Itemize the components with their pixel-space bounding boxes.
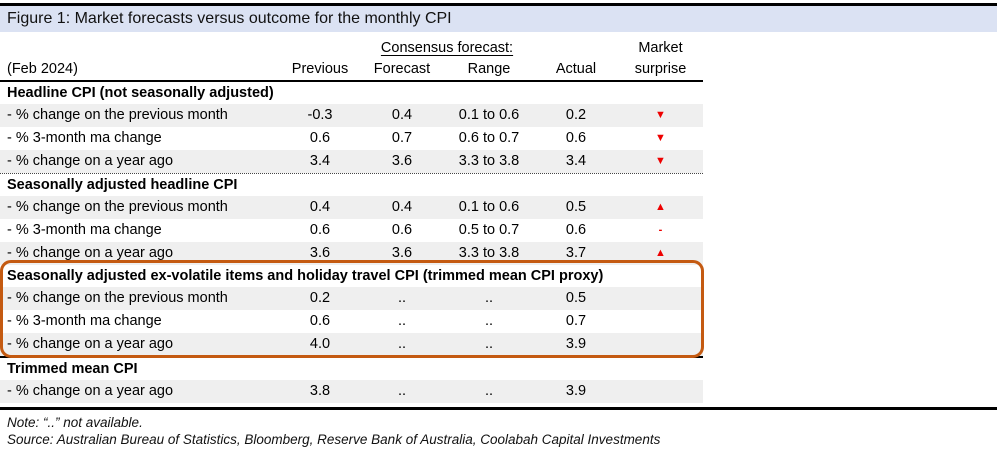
cell-previous: 4.0 [309, 336, 331, 352]
table-row [0, 219, 703, 242]
col-header-actual: Actual [555, 61, 597, 77]
cell-actual: 3.9 [565, 383, 587, 399]
table-row [0, 287, 703, 310]
cell-forecast: 3.6 [391, 245, 413, 261]
table-row [0, 127, 703, 150]
col-header-previous: Previous [291, 61, 349, 77]
date-label: (Feb 2024) [7, 61, 78, 77]
cell-actual: 0.5 [565, 199, 587, 215]
row-label: - % change on a year ago [7, 336, 174, 352]
table-row [0, 380, 703, 403]
row-label: - % change on the previous month [7, 107, 228, 123]
cell-forecast: .. [397, 383, 407, 399]
cell-actual: 0.6 [565, 130, 587, 146]
cell-range: 3.3 to 3.8 [458, 153, 520, 169]
section-title: Trimmed mean CPI [7, 361, 138, 377]
surprise-down-icon: ▼ [655, 132, 666, 144]
header-row-columns [0, 59, 703, 80]
cell-range: .. [484, 336, 494, 352]
row-label: - % 3-month ma change [7, 313, 162, 329]
table-row [0, 104, 703, 127]
cell-previous: 3.8 [309, 383, 331, 399]
cell-actual: 0.2 [565, 107, 587, 123]
surprise-up-icon: ▲ [655, 201, 666, 213]
surprise-down-icon: ▼ [655, 109, 666, 121]
cell-forecast: 0.4 [391, 107, 413, 123]
cell-actual: 3.4 [565, 153, 587, 169]
figure-title-bar [0, 6, 997, 32]
surprise-empty [618, 380, 703, 403]
cell-forecast: 0.6 [391, 222, 413, 238]
footnotes [0, 414, 997, 448]
consensus-forecast-header: Consensus forecast: [380, 40, 514, 56]
table-row [0, 196, 703, 219]
surprise-down-icon: ▼ [655, 155, 666, 167]
surprise-up-icon: ▲ [655, 247, 666, 259]
cell-range: 3.3 to 3.8 [458, 245, 520, 261]
section-title: Seasonally adjusted ex-volatile items and holiday travel CPI (trimmed mean CPI proxy) [7, 268, 604, 284]
row-label: - % change on a year ago [7, 245, 174, 261]
note-text: Note: “..” not available. [7, 415, 143, 430]
table-row [0, 242, 703, 265]
cell-previous: 0.6 [309, 313, 331, 329]
cell-actual: 3.9 [565, 336, 587, 352]
section-title: Headline CPI (not seasonally adjusted) [7, 85, 274, 101]
cell-range: 0.1 to 0.6 [458, 107, 520, 123]
row-label: - % change on the previous month [7, 290, 228, 306]
surprise-empty [618, 333, 703, 356]
figure-title: Figure 1: Market forecasts versus outcome for the monthly CPI [7, 10, 452, 27]
col-header-forecast: Forecast [373, 61, 431, 77]
row-label: - % 3-month ma change [7, 130, 162, 146]
surprise-empty [618, 287, 703, 310]
source-text: Source: Australian Bureau of Statistics, Bloomberg, Reserve Bank of Australia, Coolabah Capital Investments [7, 432, 661, 447]
section-seasonally-adjusted-headline-cpi [0, 174, 703, 265]
cell-range: .. [484, 313, 494, 329]
cell-previous: -0.3 [307, 107, 333, 123]
table-row [0, 310, 703, 333]
section-title: Seasonally adjusted headline CPI [7, 177, 238, 193]
cell-previous: 0.4 [309, 199, 331, 215]
header-row-top [0, 37, 703, 59]
section-trimmed-mean-cpi [0, 358, 703, 403]
bottom-rule [0, 407, 997, 410]
cell-range: 0.6 to 0.7 [458, 130, 520, 146]
surprise-neutral-icon: - [658, 224, 663, 236]
cell-forecast: 3.6 [391, 153, 413, 169]
section-trimmed-mean-proxy [0, 265, 703, 356]
cell-forecast: 0.7 [391, 130, 413, 146]
cell-range: .. [484, 290, 494, 306]
cell-actual: 0.7 [565, 313, 587, 329]
section-headline-cpi [0, 82, 703, 174]
table-header [0, 37, 703, 82]
table-row [0, 333, 703, 356]
cell-forecast: .. [397, 313, 407, 329]
cell-previous: 3.6 [309, 245, 331, 261]
surprise-empty [618, 310, 703, 333]
table-row [0, 150, 703, 173]
row-label: - % change on a year ago [7, 383, 174, 399]
cell-actual: 0.6 [565, 222, 587, 238]
row-label: - % change on the previous month [7, 199, 228, 215]
col-header-range: Range [467, 61, 511, 77]
figure-container [0, 3, 997, 452]
cell-forecast: 0.4 [391, 199, 413, 215]
cell-forecast: .. [397, 336, 407, 352]
cell-range: 0.5 to 0.7 [458, 222, 520, 238]
cell-forecast: .. [397, 290, 407, 306]
market-surprise-header-line2: surprise [634, 61, 687, 77]
cell-previous: 0.6 [309, 130, 331, 146]
cell-actual: 3.7 [565, 245, 587, 261]
cell-range: .. [484, 383, 494, 399]
row-label: - % change on a year ago [7, 153, 174, 169]
cell-range: 0.1 to 0.6 [458, 199, 520, 215]
cell-previous: 0.6 [309, 222, 331, 238]
cell-actual: 0.5 [565, 290, 587, 306]
cpi-table [0, 37, 703, 403]
cell-previous: 3.4 [309, 153, 331, 169]
cell-previous: 0.2 [309, 290, 331, 306]
market-surprise-header-line1: Market [638, 40, 683, 56]
row-label: - % 3-month ma change [7, 222, 162, 238]
